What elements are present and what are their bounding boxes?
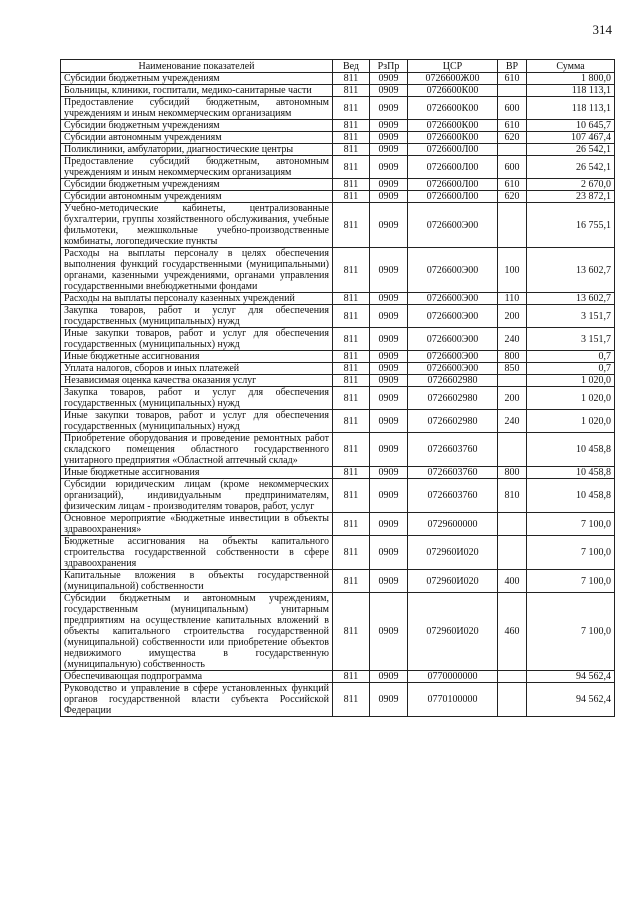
row-vr bbox=[498, 536, 527, 570]
row-name: Субсидии бюджетным учреждениям bbox=[61, 73, 333, 85]
row-vr: 610 bbox=[498, 120, 527, 132]
row-csr: 0726600К00 bbox=[408, 120, 498, 132]
table-row bbox=[61, 375, 615, 387]
table-header-row bbox=[61, 60, 615, 73]
row-ved: 811 bbox=[333, 363, 370, 375]
header-rzpr: РзПр bbox=[370, 60, 408, 73]
row-rzpr: 0909 bbox=[370, 73, 408, 85]
row-csr: 0726600Э00 bbox=[408, 248, 498, 293]
row-sum: 1 020,0 bbox=[527, 410, 615, 433]
row-csr: 0726603760 bbox=[408, 467, 498, 479]
header-ved: Вед bbox=[333, 60, 370, 73]
row-rzpr: 0909 bbox=[370, 683, 408, 717]
row-ved: 811 bbox=[333, 593, 370, 671]
row-sum: 7 100,0 bbox=[527, 513, 615, 536]
row-rzpr: 0909 bbox=[370, 363, 408, 375]
row-sum: 94 562,4 bbox=[527, 671, 615, 683]
table-row bbox=[61, 513, 615, 536]
row-sum: 94 562,4 bbox=[527, 683, 615, 717]
row-vr bbox=[498, 203, 527, 248]
row-ved: 811 bbox=[333, 467, 370, 479]
table-row bbox=[61, 671, 615, 683]
row-ved: 811 bbox=[333, 387, 370, 410]
row-ved: 811 bbox=[333, 132, 370, 144]
row-sum: 10 458,8 bbox=[527, 479, 615, 513]
row-csr: 0726600Э00 bbox=[408, 328, 498, 351]
row-name: Обеспечивающая подпрограмма bbox=[61, 671, 333, 683]
row-vr: 240 bbox=[498, 328, 527, 351]
row-ved: 811 bbox=[333, 410, 370, 433]
row-csr: 0726600Э00 bbox=[408, 293, 498, 305]
row-name: Независимая оценка качества оказания услуг bbox=[61, 375, 333, 387]
table-row bbox=[61, 570, 615, 593]
row-csr: 0729600000 bbox=[408, 513, 498, 536]
row-vr: 610 bbox=[498, 73, 527, 85]
row-sum: 3 151,7 bbox=[527, 328, 615, 351]
row-ved: 811 bbox=[333, 179, 370, 191]
row-name: Субсидии юридическим лицам (кроме некоммерческих организаций), индивидуальным предпринимателям, физическим лицам - производителям товаров, работ, услуг bbox=[61, 479, 333, 513]
row-vr bbox=[498, 513, 527, 536]
row-csr: 0726602980 bbox=[408, 410, 498, 433]
row-name: Субсидии бюджетным учреждениям bbox=[61, 120, 333, 132]
row-ved: 811 bbox=[333, 191, 370, 203]
row-csr: 0726600Ж00 bbox=[408, 73, 498, 85]
row-sum: 10 458,8 bbox=[527, 433, 615, 467]
row-sum: 107 467,4 bbox=[527, 132, 615, 144]
row-ved: 811 bbox=[333, 570, 370, 593]
row-vr: 400 bbox=[498, 570, 527, 593]
row-rzpr: 0909 bbox=[370, 144, 408, 156]
row-ved: 811 bbox=[333, 293, 370, 305]
table-row bbox=[61, 363, 615, 375]
row-csr: 0726603760 bbox=[408, 433, 498, 467]
row-vr: 620 bbox=[498, 132, 527, 144]
row-csr: 0726600Э00 bbox=[408, 351, 498, 363]
row-name: Руководство и управление в сфере установленных функций органов государственной власти субъекта Российской Федерации bbox=[61, 683, 333, 717]
table-row bbox=[61, 203, 615, 248]
table-row bbox=[61, 293, 615, 305]
row-rzpr: 0909 bbox=[370, 351, 408, 363]
row-csr: 0726603760 bbox=[408, 479, 498, 513]
row-name: Иные бюджетные ассигнования bbox=[61, 467, 333, 479]
row-name: Расходы на выплаты персоналу казенных учреждений bbox=[61, 293, 333, 305]
row-ved: 811 bbox=[333, 479, 370, 513]
row-name: Субсидии бюджетным и автономным учреждениям, государственным (муниципальным) унитарным предприятиям на осуществление капитальных вложений в объекты капитального строительства государственной (муниципальной) собственности или приобретение объектов недвижимого имущества в государственную (муниципальную) собственность bbox=[61, 593, 333, 671]
row-rzpr: 0909 bbox=[370, 467, 408, 479]
table-row bbox=[61, 387, 615, 410]
row-rzpr: 0909 bbox=[370, 156, 408, 179]
row-vr bbox=[498, 433, 527, 467]
row-name: Иные закупки товаров, работ и услуг для обеспечения государственных (муниципальных) нужд bbox=[61, 328, 333, 351]
row-rzpr: 0909 bbox=[370, 248, 408, 293]
row-sum: 1 020,0 bbox=[527, 387, 615, 410]
row-csr: 0726600Л00 bbox=[408, 179, 498, 191]
row-name: Бюджетные ассигнования на объекты капитального строительства государственной собственности в сфере здравоохранения bbox=[61, 536, 333, 570]
row-name: Приобретение оборудования и проведение ремонтных работ складского помещения областного государственного унитарного предприятия «Областной аптечный склад» bbox=[61, 433, 333, 467]
table-row bbox=[61, 467, 615, 479]
row-vr: 200 bbox=[498, 305, 527, 328]
row-vr: 800 bbox=[498, 467, 527, 479]
header-name: Наименование показателей bbox=[61, 60, 333, 73]
row-sum: 16 755,1 bbox=[527, 203, 615, 248]
row-rzpr: 0909 bbox=[370, 293, 408, 305]
row-csr: 0726600К00 bbox=[408, 85, 498, 97]
row-vr: 110 bbox=[498, 293, 527, 305]
row-ved: 811 bbox=[333, 513, 370, 536]
row-sum: 23 872,1 bbox=[527, 191, 615, 203]
row-name: Субсидии автономным учреждениям bbox=[61, 191, 333, 203]
table-row bbox=[61, 97, 615, 120]
row-sum: 1 800,0 bbox=[527, 73, 615, 85]
row-ved: 811 bbox=[333, 305, 370, 328]
row-vr: 810 bbox=[498, 479, 527, 513]
row-name: Предоставление субсидий бюджетным, автономным учреждениям и иным некоммерческим организациям bbox=[61, 156, 333, 179]
row-sum: 0,7 bbox=[527, 363, 615, 375]
row-name: Закупка товаров, работ и услуг для обеспечения государственных (муниципальных) нужд bbox=[61, 305, 333, 328]
row-ved: 811 bbox=[333, 156, 370, 179]
row-vr bbox=[498, 144, 527, 156]
row-csr: 0726600Л00 bbox=[408, 156, 498, 179]
row-sum: 13 602,7 bbox=[527, 248, 615, 293]
table-row bbox=[61, 593, 615, 671]
row-sum: 1 020,0 bbox=[527, 375, 615, 387]
row-csr: 0770000000 bbox=[408, 671, 498, 683]
row-csr: 072960И020 bbox=[408, 593, 498, 671]
row-csr: 0726602980 bbox=[408, 387, 498, 410]
table-row bbox=[61, 156, 615, 179]
row-vr: 200 bbox=[498, 387, 527, 410]
row-csr: 0726600К00 bbox=[408, 132, 498, 144]
row-rzpr: 0909 bbox=[370, 387, 408, 410]
row-rzpr: 0909 bbox=[370, 513, 408, 536]
table-row bbox=[61, 179, 615, 191]
row-vr: 800 bbox=[498, 351, 527, 363]
row-csr: 072960И020 bbox=[408, 570, 498, 593]
row-rzpr: 0909 bbox=[370, 570, 408, 593]
row-rzpr: 0909 bbox=[370, 536, 408, 570]
row-rzpr: 0909 bbox=[370, 191, 408, 203]
table-row bbox=[61, 328, 615, 351]
page-number: 314 bbox=[592, 22, 612, 37]
row-csr: 0726600Э00 bbox=[408, 363, 498, 375]
row-ved: 811 bbox=[333, 328, 370, 351]
row-name: Основное мероприятие «Бюджетные инвестиции в объекты здравоохранения» bbox=[61, 513, 333, 536]
row-rzpr: 0909 bbox=[370, 203, 408, 248]
header-sum: Сумма bbox=[527, 60, 615, 73]
row-sum: 2 670,0 bbox=[527, 179, 615, 191]
row-sum: 7 100,0 bbox=[527, 593, 615, 671]
row-rzpr: 0909 bbox=[370, 305, 408, 328]
row-csr: 0726600Э00 bbox=[408, 203, 498, 248]
row-name: Капитальные вложения в объекты государственной (муниципальной) собственности bbox=[61, 570, 333, 593]
row-sum: 118 113,1 bbox=[527, 85, 615, 97]
row-rzpr: 0909 bbox=[370, 375, 408, 387]
row-rzpr: 0909 bbox=[370, 120, 408, 132]
row-vr bbox=[498, 683, 527, 717]
row-rzpr: 0909 bbox=[370, 433, 408, 467]
table-row bbox=[61, 85, 615, 97]
row-vr: 600 bbox=[498, 97, 527, 120]
row-ved: 811 bbox=[333, 144, 370, 156]
row-sum: 7 100,0 bbox=[527, 536, 615, 570]
row-ved: 811 bbox=[333, 73, 370, 85]
row-vr bbox=[498, 671, 527, 683]
row-csr: 0726602980 bbox=[408, 375, 498, 387]
row-name: Учебно-методические кабинеты, централизованные бухгалтерии, группы хозяйственного обслуживания, учебные фильмотеки, межшкольные учебно-производственные комбинаты, логопедические пункты bbox=[61, 203, 333, 248]
row-vr bbox=[498, 375, 527, 387]
row-sum: 0,7 bbox=[527, 351, 615, 363]
row-rzpr: 0909 bbox=[370, 671, 408, 683]
row-vr: 850 bbox=[498, 363, 527, 375]
row-vr: 610 bbox=[498, 179, 527, 191]
table-row bbox=[61, 351, 615, 363]
row-ved: 811 bbox=[333, 85, 370, 97]
row-sum: 3 151,7 bbox=[527, 305, 615, 328]
row-vr: 240 bbox=[498, 410, 527, 433]
row-rzpr: 0909 bbox=[370, 328, 408, 351]
row-name: Больницы, клиники, госпитали, медико-санитарные части bbox=[61, 85, 333, 97]
table-row bbox=[61, 191, 615, 203]
table-row bbox=[61, 73, 615, 85]
row-sum: 7 100,0 bbox=[527, 570, 615, 593]
row-ved: 811 bbox=[333, 683, 370, 717]
row-csr: 0726600Л00 bbox=[408, 191, 498, 203]
table-row bbox=[61, 536, 615, 570]
row-sum: 26 542,1 bbox=[527, 156, 615, 179]
row-rzpr: 0909 bbox=[370, 97, 408, 120]
table-row bbox=[61, 144, 615, 156]
row-ved: 811 bbox=[333, 97, 370, 120]
table-row bbox=[61, 410, 615, 433]
row-csr: 0726600Л00 bbox=[408, 144, 498, 156]
header-vr: ВР bbox=[498, 60, 527, 73]
row-sum: 13 602,7 bbox=[527, 293, 615, 305]
header-csr: ЦСР bbox=[408, 60, 498, 73]
row-name: Предоставление субсидий бюджетным, автономным учреждениям и иным некоммерческим организациям bbox=[61, 97, 333, 120]
row-vr bbox=[498, 85, 527, 97]
row-sum: 26 542,1 bbox=[527, 144, 615, 156]
row-rzpr: 0909 bbox=[370, 410, 408, 433]
row-sum: 10 458,8 bbox=[527, 467, 615, 479]
row-name: Закупка товаров, работ и услуг для обеспечения государственных (муниципальных) нужд bbox=[61, 387, 333, 410]
row-rzpr: 0909 bbox=[370, 479, 408, 513]
row-vr: 460 bbox=[498, 593, 527, 671]
row-csr: 0770100000 bbox=[408, 683, 498, 717]
row-ved: 811 bbox=[333, 351, 370, 363]
row-name: Поликлиники, амбулатории, диагностические центры bbox=[61, 144, 333, 156]
row-rzpr: 0909 bbox=[370, 179, 408, 191]
row-name: Уплата налогов, сборов и иных платежей bbox=[61, 363, 333, 375]
row-name: Субсидии бюджетным учреждениям bbox=[61, 179, 333, 191]
row-rzpr: 0909 bbox=[370, 593, 408, 671]
row-name: Иные бюджетные ассигнования bbox=[61, 351, 333, 363]
row-csr: 0726600Э00 bbox=[408, 305, 498, 328]
row-rzpr: 0909 bbox=[370, 132, 408, 144]
row-ved: 811 bbox=[333, 671, 370, 683]
row-name: Субсидии автономным учреждениям bbox=[61, 132, 333, 144]
row-ved: 811 bbox=[333, 375, 370, 387]
row-vr: 600 bbox=[498, 156, 527, 179]
row-ved: 811 bbox=[333, 120, 370, 132]
row-ved: 811 bbox=[333, 248, 370, 293]
table-row bbox=[61, 479, 615, 513]
table-row bbox=[61, 132, 615, 144]
table-body bbox=[61, 73, 615, 717]
table-row bbox=[61, 248, 615, 293]
row-vr: 620 bbox=[498, 191, 527, 203]
table-row bbox=[61, 305, 615, 328]
row-sum: 10 645,7 bbox=[527, 120, 615, 132]
row-name: Расходы на выплаты персоналу в целях обеспечения выполнения функций государственными (муниципальными) органами, казенными учреждениями, органами управления государственными внебюджетными фондами bbox=[61, 248, 333, 293]
budget-table bbox=[60, 59, 615, 717]
row-csr: 0726600К00 bbox=[408, 97, 498, 120]
row-vr: 100 bbox=[498, 248, 527, 293]
row-ved: 811 bbox=[333, 203, 370, 248]
row-ved: 811 bbox=[333, 433, 370, 467]
row-csr: 072960И020 bbox=[408, 536, 498, 570]
row-sum: 118 113,1 bbox=[527, 97, 615, 120]
table-row bbox=[61, 683, 615, 717]
table-row bbox=[61, 433, 615, 467]
table-row bbox=[61, 120, 615, 132]
row-ved: 811 bbox=[333, 536, 370, 570]
row-name: Иные закупки товаров, работ и услуг для обеспечения государственных (муниципальных) нужд bbox=[61, 410, 333, 433]
row-rzpr: 0909 bbox=[370, 85, 408, 97]
